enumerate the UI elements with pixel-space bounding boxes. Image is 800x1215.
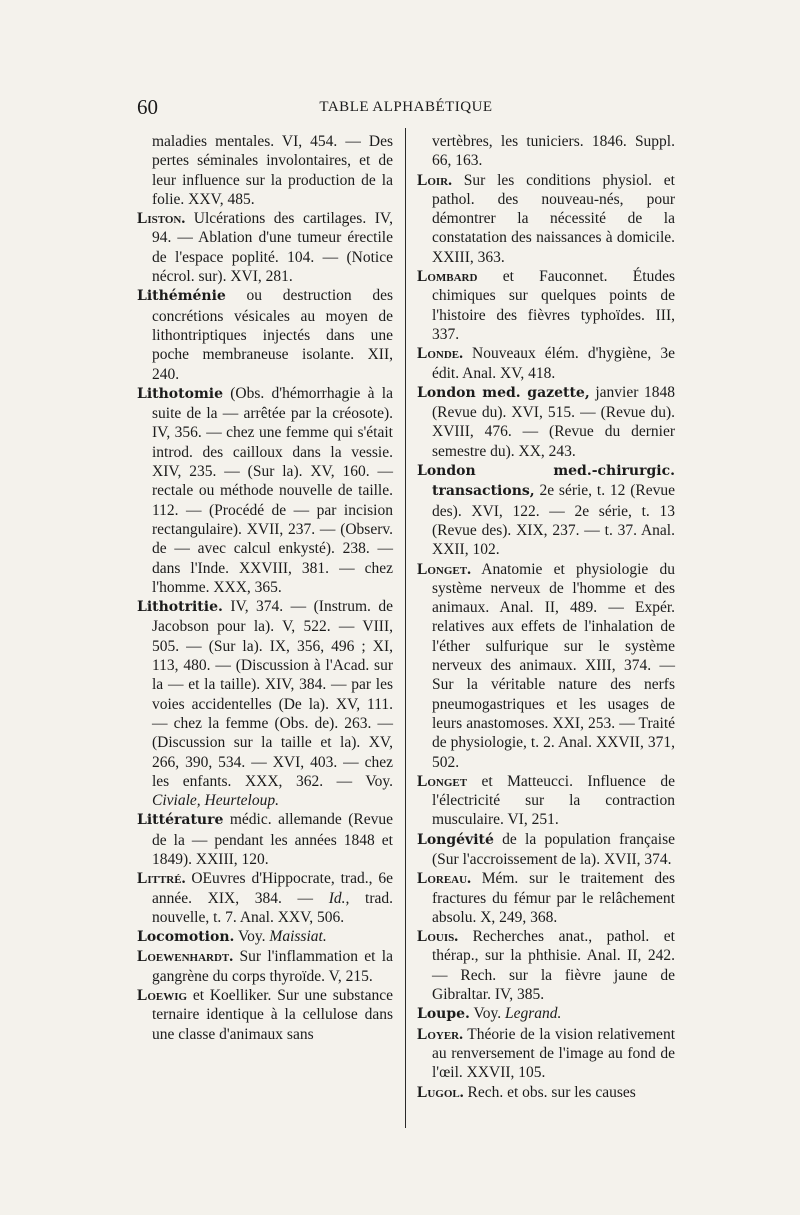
entry-italic: Civiale, Heurteloup. (152, 792, 279, 810)
entry-headword: Londe. (417, 345, 463, 363)
page-header (137, 95, 675, 119)
entry-text: ou destruction des concrétions vésicales au moyen de lithontriptiques injectés dans une poche membraneuse isolante. XII, 240. (152, 287, 393, 383)
entry-headword: Loir. (417, 171, 452, 189)
running-title: TABLE ALPHABÉTIQUE (319, 99, 493, 115)
entry-italic: Id., (328, 889, 350, 907)
index-entry (417, 1025, 675, 1083)
index-entry (137, 597, 393, 810)
column-divider (405, 128, 406, 1128)
entry-continuation: maladies mentales. VI, 454. — Des pertes séminales involontaires, et de leur influence sur la production de la folie. XXV, 485. (152, 133, 393, 208)
index-entry (137, 927, 393, 947)
entry-headword: Louis. (417, 928, 459, 946)
entry-text: Théorie de la vision relativement au renversement de l'image au fond de l'œil. XXVII, 105. (432, 1025, 675, 1082)
entry-text: Anatomie et physiologie du système nerveux de l'homme et des animaux. Anal. II, 489. — Expér. relatives aux effets de l'inhalation de l'éther sulfurique sur le système nerveux des animaux. XIII, 374. — Sur la véritable nature des nerfs pneumogastriques et les usages de leurs anastomoses. XXI, 253. — Traité de physiologie, t. 2. Anal. XXVII, 371, 502. (432, 560, 675, 771)
entry-headword: Lombard (417, 268, 478, 286)
index-entry (417, 383, 675, 461)
entry-headword: Lithéménie (137, 288, 226, 305)
index-entry (417, 1083, 675, 1102)
entry-headword: Loreau. (417, 870, 471, 888)
entry-headword: Longévité (417, 831, 494, 848)
index-entry (417, 772, 675, 830)
entry-headword: Lithotomie (137, 385, 223, 402)
entry-text: médic. allemande (Revue de la — pendant les années 1848 et 1849). XXIII, 120. (152, 811, 393, 868)
entry-text: Voy. (469, 1005, 505, 1023)
entry-text: Sur les conditions physiol. et pathol. des nouveau-nés, pour démontrer la nécessité de la constatation des naissances à domicile. XXIII, 363. (432, 171, 675, 266)
entry-text: IV, 374. — (Instrum. de Jacobson pour la). V, 522. — VIII, 505. — (Sur la). IX, 356, 496 ; XI, 113, 480. — (Discussion à l'Acad. sur la — et la taille). XIV, 384. — par les voies accidentelles (De la). XV, 111. — chez la femme (Obs. de). 263. — (Discussion sur la taille et la). XV, 266, 390, 534. — XVI, 403. — chez les enfants. XXX, 362. — Voy. (152, 598, 393, 790)
entry-headword: Littré. (137, 870, 186, 888)
entry-headword: London med.-chirurgic. transactions, (417, 463, 675, 500)
entry-text: de la population française (Sur l'accroissement de la). XVII, 374. (432, 830, 675, 868)
entry-continuation: vertèbres, les tuniciers. 1846. Suppl. 66, 163. (432, 133, 675, 170)
right-column (417, 132, 675, 1102)
index-entry (137, 986, 393, 1044)
entry-text: janvier 1848 (Revue du). XVI, 515. — (Revue du). XVIII, 476. — (Revue du dernier semestre du). XX, 243. (432, 383, 675, 460)
entry-text: Nouveaux élém. d'hygiène, 3e édit. Anal. XV, 418. (432, 345, 675, 382)
entry-headword: Loyer. (417, 1025, 463, 1043)
entry-text: Recherches anat., pathol. et thérap., sur la phthisie. Anal. II, 242. — Rech. sur la fièvre jaune de Gibraltar. IV, 385. (432, 928, 675, 1004)
entry-text: Ulcérations des cartilages. IV, 94. — Ablation d'une tumeur érectile de l'espace poplité. 104. — (Notice nécrol. sur). XVI, 281. (152, 210, 393, 286)
left-column (137, 132, 393, 1044)
entry-headword: Locomotion. (137, 929, 235, 946)
entry-headword: Lugol. (417, 1083, 464, 1101)
entry-headword: Loewenhardt. (137, 948, 234, 966)
entry-headword: Longet (417, 772, 468, 790)
entry-text: et Fauconnet. Études chimiques sur quelques points de l'histoire des fièvres typhoïdes. III, 337. (432, 268, 675, 343)
entry-headword: Loupe. (417, 1006, 470, 1023)
entry-text: 2e série, t. 12 (Revue des). XVI, 122. — 2e série, t. 13 (Revue des). XIX, 237. — t. 37. Anal. XXII, 102. (432, 482, 675, 559)
entry-headword: Littérature (137, 812, 224, 829)
entry-text: et Koelliker. Sur une substance ternaire identique à la cellulose dans une classe d'animaux sans (152, 987, 393, 1043)
index-entry (417, 830, 675, 870)
entry-headword: London med. gazette, (417, 384, 590, 401)
index-entry (417, 171, 675, 267)
entry-text: Voy. (234, 928, 270, 946)
entry-headword: Loewig (137, 987, 188, 1005)
entry-text: OEuvres d'Hippocrate, trad., 6e année. XIX, 384. — (152, 870, 393, 907)
index-entry (137, 869, 393, 927)
index-entry (137, 947, 393, 986)
index-entry (137, 209, 393, 286)
index-entry (417, 927, 675, 1004)
entry-text: Rech. et obs. sur les causes (463, 1083, 636, 1101)
entry-headword: Longet. (417, 560, 471, 578)
entry-italic: Maissiat. (269, 928, 327, 946)
index-entry (137, 810, 393, 869)
index-entry (137, 384, 393, 597)
entry-text: (Obs. d'hémorrhagie à la suite de la — arrêtée par la créosote). IV, 356. — chez une femme qui s'était introd. des cailloux dans la vessie. XIV, 235. — (Sur la). XV, 160. — rectale ou méthode nouvelle de taille. 112. — (Procédé de — par incision rectangulaire). XVII, 237. — (Observ. de — avec calcul enkysté). 238. — dans l'Inde. XXVIII, 381. — chez l'homme. XXX, 365. (152, 384, 393, 596)
entry-text: et Matteucci. Influence de l'électricité sur la contraction musculaire. VI, 251. (432, 772, 675, 829)
entry-text: trad. nouvelle, t. 7. Anal. XXV, 506. (152, 889, 393, 926)
entry-text: Sur l'inflammation et la gangrène du corps thyroïde. V, 215. (152, 948, 393, 985)
entry-headword: Liston. (137, 210, 186, 228)
index-entry (417, 1004, 675, 1024)
entry-text: Mém. sur le traitement des fractures du fémur par le relâchement absolu. X, 249, 368. (432, 870, 675, 926)
index-entry (417, 344, 675, 383)
index-entry (417, 461, 675, 559)
entry-headword: Lithotritie. (137, 599, 223, 616)
page-number: 60 (137, 95, 158, 119)
index-entry (417, 869, 675, 927)
index-entry (137, 286, 393, 383)
index-entry (417, 560, 675, 772)
entry-italic: Legrand. (504, 1005, 562, 1023)
index-entry (417, 267, 675, 344)
